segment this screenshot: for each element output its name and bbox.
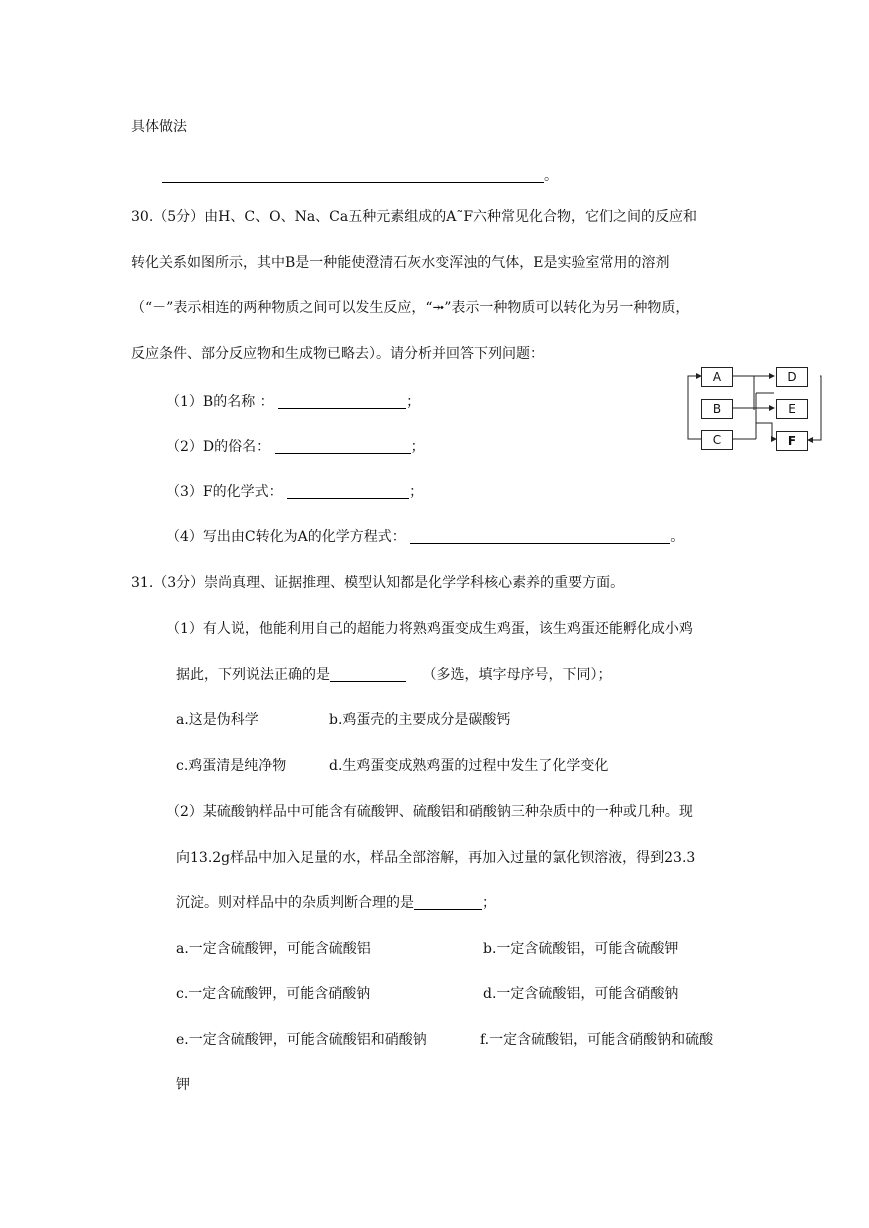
q30-sub1-prefix: （1）B的名称 ： bbox=[166, 394, 274, 410]
q31-p1-line1: （1）有人说，他能利用自己的超能力将熟鸡蛋变成生鸡蛋，该生鸡蛋还能孵化成小鸡 bbox=[166, 621, 693, 637]
q31-p2-blank[interactable] bbox=[414, 895, 482, 910]
q31-p2-line3 bbox=[176, 893, 496, 913]
q30-sub3 bbox=[166, 482, 423, 502]
semicolon-mark: ； bbox=[410, 439, 425, 455]
q31-p2-option-c: c.一定含硫酸钾，可能含硝酸钠 bbox=[176, 986, 371, 1002]
q30-sub1-blank[interactable] bbox=[278, 394, 406, 409]
q31-p1-line2-suffix: （多选，填字母序号，下同）； bbox=[422, 667, 612, 683]
q30-sub2-blank[interactable] bbox=[275, 439, 411, 454]
q31-p2-option-b: b.一定含硫酸铝，可能含硫酸钾 bbox=[483, 941, 679, 957]
q30-stem-line4: 反应条件、部分反应物和生成物已略去）。请分析并回答下列问题： bbox=[131, 346, 544, 362]
q30-sub3-prefix: （3）F的化学式： bbox=[166, 484, 283, 500]
q31-p2-option-a: a.一定含硫酸钾，可能含硫酸铝 bbox=[176, 941, 371, 957]
q31-p2-option-e: e.一定含硫酸钾，可能含硫酸铝和硝酸钠 bbox=[176, 1032, 427, 1048]
q30-stem-line2: 转化关系如图所示，其中B是一种能使澄清石灰水变浑浊的气体，E是实验室常用的溶剂 bbox=[131, 255, 670, 271]
q31-p2-option-f-continued: 钾 bbox=[176, 1077, 190, 1093]
node-c: C bbox=[701, 430, 733, 450]
q31-p1-option-d: d.生鸡蛋变成熟鸡蛋的过程中发生了化学变化 bbox=[329, 758, 609, 774]
q31-p2-option-d: d.一定含硫酸铝，可能含硝酸钠 bbox=[483, 986, 679, 1002]
period-mark: 。 bbox=[670, 529, 685, 545]
node-d: D bbox=[776, 367, 808, 387]
q30-sub4 bbox=[166, 527, 684, 547]
q31-p1-option-a: a.这是伪科学 bbox=[176, 712, 259, 728]
q31-p1-option-b: b.鸡蛋壳的主要成分是碳酸钙 bbox=[329, 712, 511, 728]
q31-p1-line2 bbox=[176, 665, 611, 685]
previous-answer-line bbox=[162, 166, 558, 186]
answer-blank[interactable] bbox=[162, 168, 544, 183]
q30-sub4-blank[interactable] bbox=[410, 529, 670, 544]
previous-answer-label: 具体做法 bbox=[131, 119, 187, 135]
q31-p2-line2: 向13.2g样品中加入足量的水，样品全部溶解，再加入过量的氯化钡溶液，得到23.3 bbox=[176, 850, 696, 866]
q31-p1-option-c: c.鸡蛋清是纯净物 bbox=[176, 758, 287, 774]
node-f: F bbox=[776, 431, 808, 451]
q31-p1-blank[interactable] bbox=[330, 667, 406, 682]
node-b: B bbox=[701, 399, 733, 419]
q31-stem: 31.（3分）崇尚真理、证据推理、模型认知都是化学学科核心素养的重要方面。 bbox=[131, 575, 625, 591]
q31-p1-line2-prefix: 据此，下列说法正确的是 bbox=[176, 667, 330, 683]
node-a: A bbox=[701, 367, 733, 387]
q30-sub2-prefix: （2）D的俗名： bbox=[166, 439, 271, 455]
q31-p2-line1: （2）某硫酸钠样品中可能含有硫酸钾、硫酸铝和硝酸钠三种杂质中的一种或几种。现 bbox=[166, 804, 693, 820]
semicolon-mark: ； bbox=[406, 394, 421, 410]
q30-sub4-prefix: （4）写出由C转化为A的化学方程式： bbox=[166, 529, 406, 545]
semicolon-mark: ； bbox=[409, 484, 424, 500]
q30-stem-line1: 30.（5分）由H、C、O、Na、Ca五种元素组成的A˜F六种常见化合物，它们之间的反应和 bbox=[131, 209, 698, 225]
period-mark: 。 bbox=[544, 168, 558, 184]
q30-sub3-blank[interactable] bbox=[287, 484, 409, 499]
q30-sub1 bbox=[166, 392, 420, 412]
q31-p2-option-f: f.一定含硫酸铝，可能含硝酸钠和硫酸 bbox=[480, 1032, 714, 1048]
semicolon-mark: ； bbox=[482, 895, 496, 911]
q31-p2-line3-prefix: 沉淀。则对样品中的杂质判断合理的是 bbox=[176, 895, 414, 911]
node-e: E bbox=[776, 399, 808, 419]
q30-stem-line3: （“－”表示相连的两种物质之间可以发生反应，“⤞”表示一种物质可以转化为另一种物质， bbox=[131, 300, 690, 316]
relation-diagram bbox=[684, 363, 824, 458]
q30-sub2 bbox=[166, 437, 425, 457]
